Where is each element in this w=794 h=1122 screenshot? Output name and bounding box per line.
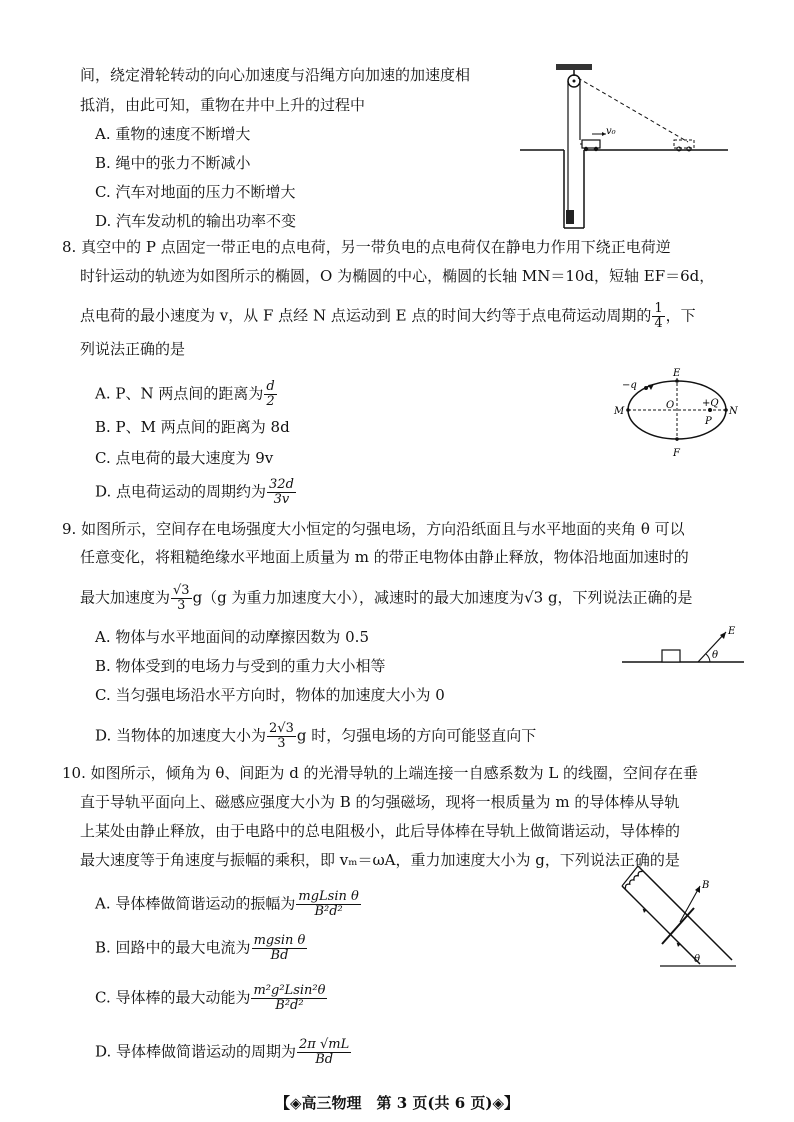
q8-fig-posq-label: +Q (702, 398, 719, 409)
q7-option-a: A. 重物的速度不断增大 (95, 125, 251, 143)
q9-line-3: 最大加速度为 $\frac{√3}{3}$ g（g 为重力加速度大小），减速时的最大加速度为√3 g，下列说法正确的是 (80, 583, 693, 613)
q10-option-d: D. 导体棒做简谐运动的周期为 $\frac{2\pi √mL}{Bd}$ (95, 1037, 350, 1067)
q7-line-2: 抵消，由此可知，重物在井中上升的过程中 (80, 96, 366, 114)
q8-fig-n-label: N (729, 406, 738, 417)
q9-option-b: B. 物体受到的电场力与受到的重力大小相等 (95, 657, 386, 675)
q10-line-3: 上某处由静止释放，由于电路中的总电阻极小，此后导体棒在导轨上做简谐运动，导体棒的 (80, 822, 681, 840)
q10-fig-b-label: B (702, 880, 710, 891)
q8-figure-ellipse (610, 364, 750, 460)
q10-line-2: 直于导轨平面向上、磁感应强度大小为 B 的匀强磁场，现将一根质量为 m 的导体棒从导轨 (80, 793, 680, 811)
q9-line-1: 9. 如图所示，空间存在电场强度大小恒定的匀强电场，方向沿纸面且与水平地面的夹角 θ 可以 (62, 520, 685, 538)
q8-line-3: 点电荷的最小速度为 v，从 F 点经 N 点运动到 E 点的时间大约等于点电荷运动周期的 $\frac{1}{4}$ ，下 (80, 301, 696, 331)
q8-line-2: 时针运动的轨迹为如图所示的椭圆，O 为椭圆的中心，椭圆的长轴 MN＝10d，短轴 EF＝6d， (80, 267, 715, 285)
q9-figure-block-field (618, 620, 748, 670)
q10-line-1: 10. 如图所示，倾角为 θ、间距为 d 的光滑导轨的上端连接一自感系数为 L 的线圈，空间存在垂 (62, 764, 699, 782)
q9-option-a: A. 物体与水平地面间的动摩擦因数为 0.5 (95, 628, 369, 646)
q8-fig-m-label: M (614, 406, 625, 417)
q8-fig-e-label: E (673, 368, 681, 379)
q9-option-c: C. 当匀强电场沿水平方向时，物体的加速度大小为 0 (95, 686, 445, 704)
q8-fig-f-label: F (673, 448, 680, 459)
q10-option-b: B. 回路中的最大电流为 $\frac{\text{mgsin θ}}{Bd}$ (95, 933, 306, 963)
q8-line-1: 8. 真空中的 P 点固定一带正电的点电荷，另一带负电的点电荷仅在静电力作用下绕正电荷逆 (62, 238, 671, 256)
q7-line-1: 间，绕定滑轮转动的向心加速度与沿绳方向加速的加速度相 (80, 66, 471, 84)
q10-figure-inclined-rails (600, 858, 740, 976)
page-footer: 【◈高三物理 第 3 页(共 6 页)◈】 (274, 1094, 520, 1112)
q7-fig-v0-label: v₀ (606, 126, 616, 137)
q8-fig-negq-label: −q (622, 380, 637, 391)
q8-option-a: A. P、N 两点间的距离为 $\frac{d}{2}$ (95, 379, 275, 409)
q10-line-4: 最大速度等于角速度与振幅的乘积，即 vₘ＝ωA，重力加速度大小为 g，下列说法正确的是 (80, 851, 680, 869)
q8-fig-o-label: O (666, 400, 675, 411)
q8-option-b: B. P、M 两点间的距离为 8d (95, 418, 290, 436)
q8-line-4: 列说法正确的是 (80, 340, 186, 358)
q10-option-a: A. 导体棒做简谐运动的振幅为 mgLsin θ B²d² (95, 889, 359, 919)
q7-figure-pulley-well (520, 62, 730, 230)
q10-fig-theta-label: θ (694, 954, 701, 965)
q9-fig-theta-label: θ (712, 650, 719, 661)
q7-option-d: D. 汽车发动机的输出功率不变 (95, 212, 297, 230)
q8-option-d: D. 点电荷运动的周期约为 $\frac{32d}{3v}$ (95, 477, 294, 507)
q9-option-d: D. 当物体的加速度大小为 $\frac{2√3}{3}$ g 时，匀强电场的方向可能竖直向下 (95, 721, 537, 751)
q10-option-c: C. 导体棒的最大动能为 $\frac{\text{m²g²Lsin²θ}}{\text{B²d²}}$ (95, 983, 326, 1013)
q7-option-c: C. 汽车对地面的压力不断增大 (95, 183, 296, 201)
q7-option-b: B. 绳中的张力不断减小 (95, 154, 251, 172)
q9-fig-e-label: E (728, 626, 736, 637)
q8-fig-p-label: P (705, 416, 712, 427)
q9-line-2: 任意变化，将粗糙绝缘水平地面上质量为 m 的带正电物体由静止释放，物体沿地面加速时的 (80, 548, 689, 566)
q8-option-c: C. 点电荷的最大速度为 9v (95, 449, 274, 467)
